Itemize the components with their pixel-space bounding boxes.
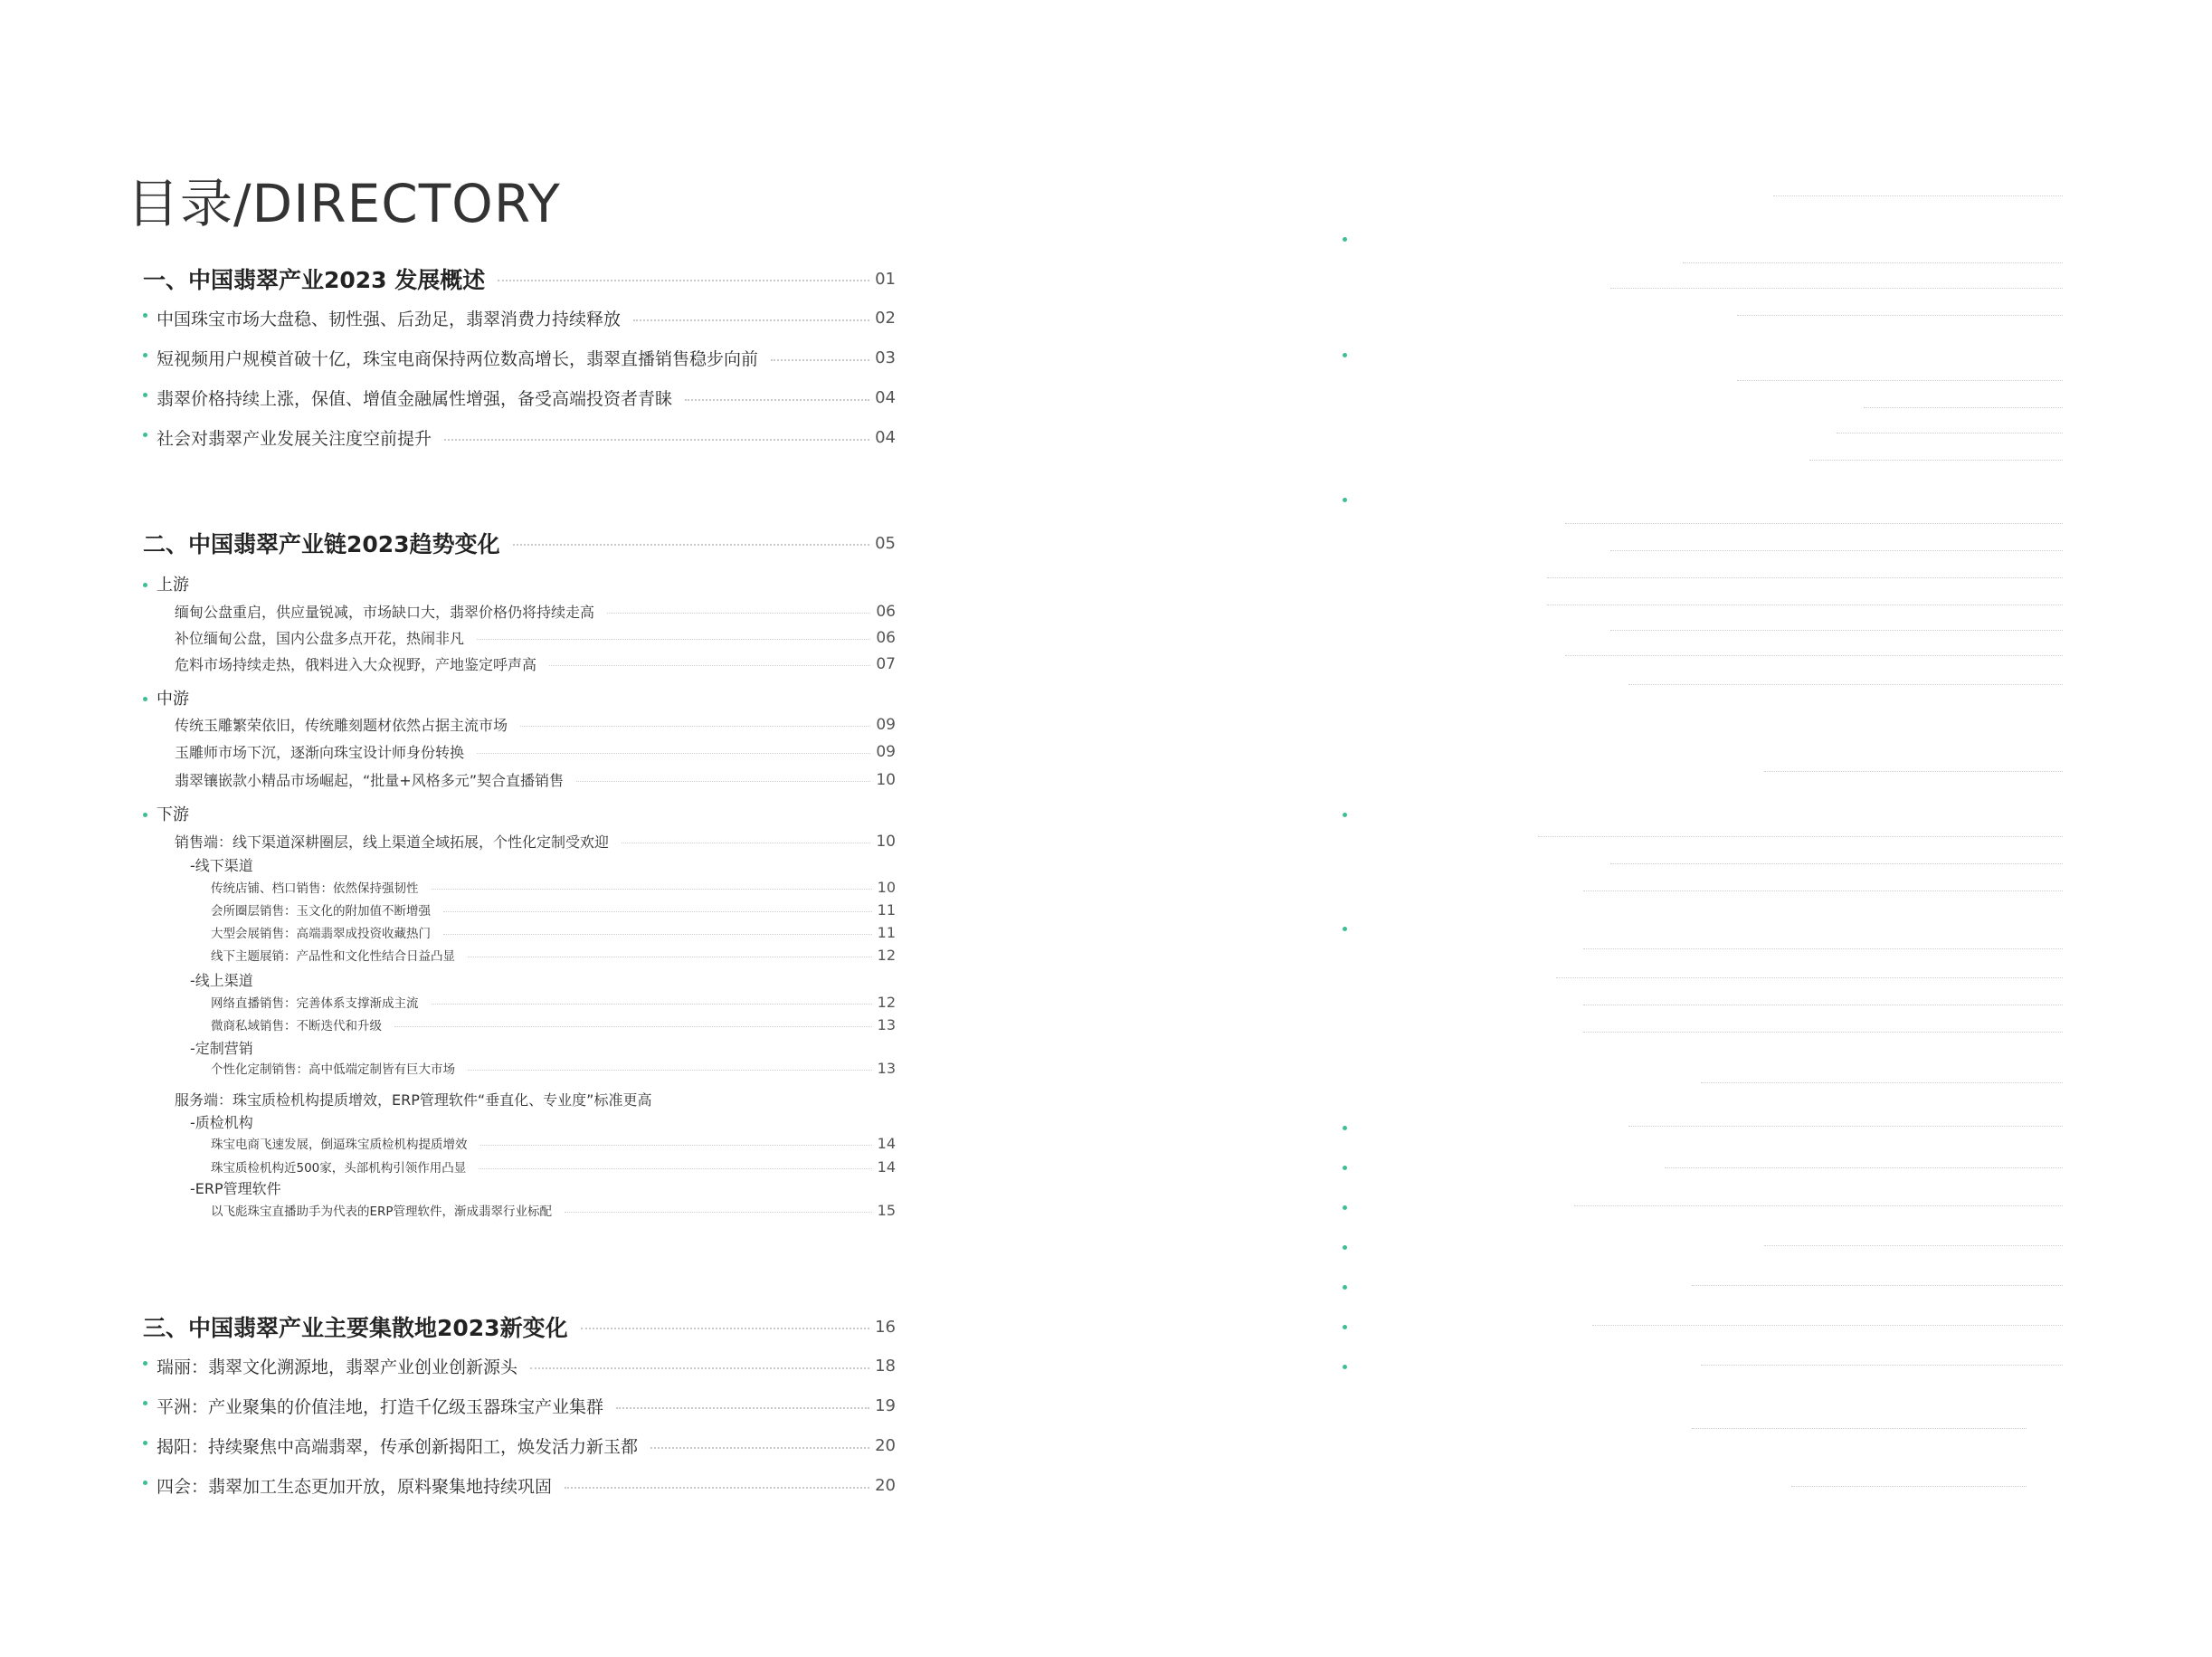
leader-dots xyxy=(432,889,872,890)
toc-subitem[interactable] xyxy=(143,714,896,735)
toc-subitem[interactable] xyxy=(143,741,896,762)
decorative-line xyxy=(1610,550,2063,551)
bullet-icon xyxy=(143,1441,147,1445)
leader-dots xyxy=(520,726,870,727)
page-number: 14 xyxy=(877,1134,896,1152)
group-label: 中游 xyxy=(157,690,189,709)
decorative-dot xyxy=(1343,498,1347,502)
toc-item-text: 缅甸公盘重启，供应量锐减，市场缺口大，翡翠价格仍将持续走高 xyxy=(175,604,595,621)
toc-subsubitem[interactable] xyxy=(143,923,896,941)
group-label: 上游 xyxy=(157,576,189,595)
decorative-line xyxy=(1628,1126,2063,1127)
leader-dots xyxy=(432,1004,872,1005)
decorative-line xyxy=(1773,195,2063,196)
toc-item-text: 传统玉雕繁荣依旧，传统雕刻题材依然占据主流市场 xyxy=(175,717,508,734)
toc-item-text: 翡翠价格持续上涨，保值、增值金融属性增强，备受高端投资者青睐 xyxy=(157,389,673,409)
toc-item-text: 四会：翡翠加工生态更加开放，原料聚集地持续巩固 xyxy=(157,1477,553,1497)
leader-dots xyxy=(477,639,870,640)
group-label: 下游 xyxy=(157,805,189,824)
page-number: 12 xyxy=(877,946,896,964)
leader-dots xyxy=(468,1070,872,1071)
leader-dots xyxy=(513,544,870,546)
toc-subitem[interactable] xyxy=(143,627,896,648)
toc-item[interactable] xyxy=(143,306,896,330)
decorative-line xyxy=(1683,262,2063,263)
toc-section-3[interactable] xyxy=(143,1310,896,1343)
toc-item-text: 危料市场持续走热，俄料进入大众视野，产地鉴定呼声高 xyxy=(175,656,537,673)
page-number: 11 xyxy=(877,923,896,941)
toc-subitem[interactable] xyxy=(143,769,896,790)
toc-item-text: 短视频用户规模首破十亿，珠宝电商保持两位数高增长，翡翠直播销售稳步向前 xyxy=(157,349,759,369)
toc-item-text: 珠宝电商飞速发展，倒逼珠宝质检机构提质增效 xyxy=(211,1138,468,1152)
toc-subitem-sales[interactable] xyxy=(143,831,896,852)
decorative-dot xyxy=(1343,353,1347,357)
decorative-line xyxy=(1665,1167,2063,1168)
leader-dots xyxy=(685,399,869,401)
toc-channel-offline: -线下渠道 xyxy=(190,857,253,874)
toc-item-text: 玉雕师市场下沉，逐渐向珠宝设计师身份转换 xyxy=(175,744,465,761)
leader-dots xyxy=(616,1407,869,1409)
bullet-icon xyxy=(143,813,147,817)
page-number: 10 xyxy=(877,878,896,896)
toc-subitem-service[interactable] xyxy=(143,1089,896,1109)
toc-channel-qc: -质检机构 xyxy=(190,1114,253,1131)
decorative-line xyxy=(1628,684,2063,685)
toc-item[interactable] xyxy=(143,1473,896,1498)
page-number: 20 xyxy=(875,1436,896,1455)
decorative-line xyxy=(1547,577,2063,578)
page-number: 12 xyxy=(877,993,896,1011)
leader-dots xyxy=(771,359,869,361)
page-number: 13 xyxy=(877,1015,896,1033)
toc-item-text: 翡翠镶嵌款小精品市场崛起，“批量+风格多元”契合直播销售 xyxy=(175,772,564,789)
decorative-dot xyxy=(1343,1166,1347,1170)
decorative-line xyxy=(1610,630,2063,631)
decorative-line xyxy=(1692,1285,2063,1286)
bullet-icon xyxy=(143,1401,147,1405)
decorative-line xyxy=(1701,1082,2063,1083)
leader-dots xyxy=(498,280,869,281)
toc-section-2[interactable] xyxy=(143,527,896,559)
toc-group-downstream xyxy=(143,802,189,825)
leader-dots xyxy=(650,1447,869,1449)
leader-dots xyxy=(576,781,870,782)
decorative-line xyxy=(1592,1325,2063,1326)
toc-item[interactable] xyxy=(143,425,896,450)
page-number: 16 xyxy=(875,1317,896,1337)
leader-dots xyxy=(477,753,870,754)
section-title: 二、中国翡翠产业链2023趋势变化 xyxy=(143,531,500,557)
decorative-line xyxy=(1864,407,2063,408)
toc-subsubitem[interactable] xyxy=(143,993,896,1011)
decorative-dot xyxy=(1343,1126,1347,1130)
page-number: 02 xyxy=(875,309,896,328)
decorative-line xyxy=(1791,1486,2027,1487)
bullet-icon xyxy=(143,433,147,437)
decorative-line xyxy=(1737,380,2063,381)
page-number: 10 xyxy=(876,832,896,851)
page-number: 09 xyxy=(876,742,896,761)
page-number: 07 xyxy=(876,654,896,673)
decorative-line xyxy=(1565,523,2063,524)
toc-item-text: 网络直播销售：完善体系支撑渐成主流 xyxy=(211,996,419,1011)
toc-group-midstream xyxy=(143,686,189,709)
toc-subitem[interactable] xyxy=(143,653,896,674)
toc-item-text: 服务端：珠宝质检机构提质增效，ERP管理软件“垂直化、专业度”标准更高 xyxy=(175,1091,652,1109)
toc-item-text: 瑞丽：翡翠文化溯源地，翡翠产业创业创新源头 xyxy=(157,1357,518,1377)
page-number: 06 xyxy=(876,628,896,647)
decorative-line xyxy=(1610,288,2063,289)
decorative-dot xyxy=(1343,1245,1347,1250)
leader-dots xyxy=(549,665,870,666)
page-number: 18 xyxy=(875,1357,896,1376)
toc-item-text: 传统店铺、档口销售：依然保持强韧性 xyxy=(211,881,419,896)
decorative-line xyxy=(1583,948,2063,949)
toc-subsubitem[interactable] xyxy=(143,1157,896,1176)
leader-dots xyxy=(607,613,870,614)
page-number: 05 xyxy=(875,533,896,553)
toc-item-text: 微商私域销售：不断迭代和升级 xyxy=(211,1019,382,1033)
bullet-icon xyxy=(143,583,147,587)
decorative-line xyxy=(1556,977,2063,978)
toc-item-text: 个性化定制销售：高中低端定制皆有巨大市场 xyxy=(211,1062,455,1077)
toc-item-text: 以飞彪珠宝直播助手为代表的ERP管理软件，渐成翡翠行业标配 xyxy=(211,1205,553,1219)
decorative-dot xyxy=(1343,1325,1347,1329)
toc-item[interactable] xyxy=(143,1354,896,1378)
toc-item-text: 社会对翡翠产业发展关注度空前提升 xyxy=(157,429,432,449)
toc-item[interactable] xyxy=(143,1433,896,1458)
leader-dots xyxy=(444,439,869,441)
toc-channel-erp: -ERP管理软件 xyxy=(190,1180,281,1197)
toc-subsubitem[interactable] xyxy=(143,1015,896,1033)
leader-dots xyxy=(480,1145,872,1146)
toc-item-text: 补位缅甸公盘，国内公盘多点开花，热闹非凡 xyxy=(175,630,465,647)
toc-item[interactable] xyxy=(143,1394,896,1418)
bullet-icon xyxy=(143,1481,147,1485)
page-number: 03 xyxy=(875,348,896,367)
bullet-icon xyxy=(143,313,147,318)
leader-dots xyxy=(394,1026,872,1027)
toc-subsubitem[interactable] xyxy=(143,900,896,919)
page-number: 15 xyxy=(877,1201,896,1219)
toc-item-text: 平洲：产业聚集的价值洼地，打造千亿级玉器珠宝产业集群 xyxy=(157,1397,604,1417)
decorative-line xyxy=(1701,1365,2063,1366)
decorative-line xyxy=(1565,655,2063,656)
decorative-line xyxy=(1764,1245,2063,1246)
page-number: 13 xyxy=(877,1059,896,1077)
toc-item[interactable] xyxy=(143,346,896,370)
toc-section-1[interactable] xyxy=(143,262,896,295)
toc-item-text: 揭阳：持续聚焦中高端翡翠，传承创新揭阳工，焕发活力新玉都 xyxy=(157,1437,639,1457)
decorative-dot xyxy=(1343,1365,1347,1369)
toc-item-text: 销售端：线下渠道深耕圈层，线上渠道全域拓展，个性化定制受欢迎 xyxy=(175,833,610,851)
toc-item-text: 会所圈层销售：玉文化的附加值不断增强 xyxy=(211,904,431,919)
bullet-icon xyxy=(143,353,147,357)
leader-dots xyxy=(443,911,872,912)
toc-subitem[interactable] xyxy=(143,601,896,622)
decorative-dot xyxy=(1343,813,1347,817)
page-number: 09 xyxy=(876,715,896,734)
toc-subsubitem[interactable] xyxy=(143,1134,896,1152)
toc-subsubitem[interactable] xyxy=(143,946,896,964)
leader-dots xyxy=(443,934,872,935)
page-number: 01 xyxy=(875,269,896,289)
page-number: 14 xyxy=(877,1157,896,1176)
leader-dots xyxy=(633,319,869,321)
page-number: 04 xyxy=(875,388,896,407)
decorative-line xyxy=(1809,460,2063,461)
decorative-line xyxy=(1610,863,2063,864)
page-number: 04 xyxy=(875,428,896,447)
leader-dots xyxy=(479,1168,871,1169)
toc-item-text: 珠宝质检机构近500家，头部机构引领作用凸显 xyxy=(211,1161,467,1176)
toc-subsubitem[interactable] xyxy=(143,878,896,896)
decorative-line xyxy=(1538,836,2063,837)
toc-channel-custom: -定制营销 xyxy=(190,1040,253,1057)
toc-item-text: 线下主题展销：产品性和文化性结合日益凸显 xyxy=(211,949,455,964)
section-title: 一、中国翡翠产业2023 发展概述 xyxy=(143,267,486,293)
toc-group-upstream xyxy=(143,572,189,595)
toc-item[interactable] xyxy=(143,386,896,410)
page-number: 06 xyxy=(876,602,896,621)
decorative-line xyxy=(1583,890,2063,891)
leader-dots xyxy=(530,1367,869,1369)
page-number: 11 xyxy=(877,900,896,919)
decorative-line xyxy=(1692,1428,2027,1429)
toc-subsubitem[interactable] xyxy=(143,1201,896,1219)
page-number: 19 xyxy=(875,1396,896,1415)
bullet-icon xyxy=(143,1361,147,1366)
decorative-dot xyxy=(1343,237,1347,242)
toc-item-text: 中国珠宝市场大盘稳、韧性强、后劲足，翡翠消费力持续释放 xyxy=(157,309,622,329)
toc-subsubitem[interactable] xyxy=(143,1059,896,1077)
toc-item-text: 大型会展销售：高端翡翠成投资收藏热门 xyxy=(211,927,431,941)
toc-channel-online: -线上渠道 xyxy=(190,972,253,989)
decorative-dot xyxy=(1343,927,1347,931)
decorative-line xyxy=(1583,1032,2063,1033)
section-title: 三、中国翡翠产业主要集散地2023新变化 xyxy=(143,1315,568,1341)
page-title: 目录/DIRECTORY xyxy=(127,173,561,234)
decorative-line xyxy=(1764,771,2063,772)
leader-dots xyxy=(565,1487,869,1489)
page-number: 20 xyxy=(875,1476,896,1495)
leader-dots xyxy=(581,1328,870,1329)
leader-dots xyxy=(565,1212,872,1213)
decorative-line xyxy=(1574,1205,2063,1206)
decorative-dot xyxy=(1343,1205,1347,1210)
page-number: 10 xyxy=(876,770,896,789)
bullet-icon xyxy=(143,697,147,701)
decorative-dot xyxy=(1343,1285,1347,1290)
decorative-line xyxy=(1737,315,2063,316)
bullet-icon xyxy=(143,393,147,397)
